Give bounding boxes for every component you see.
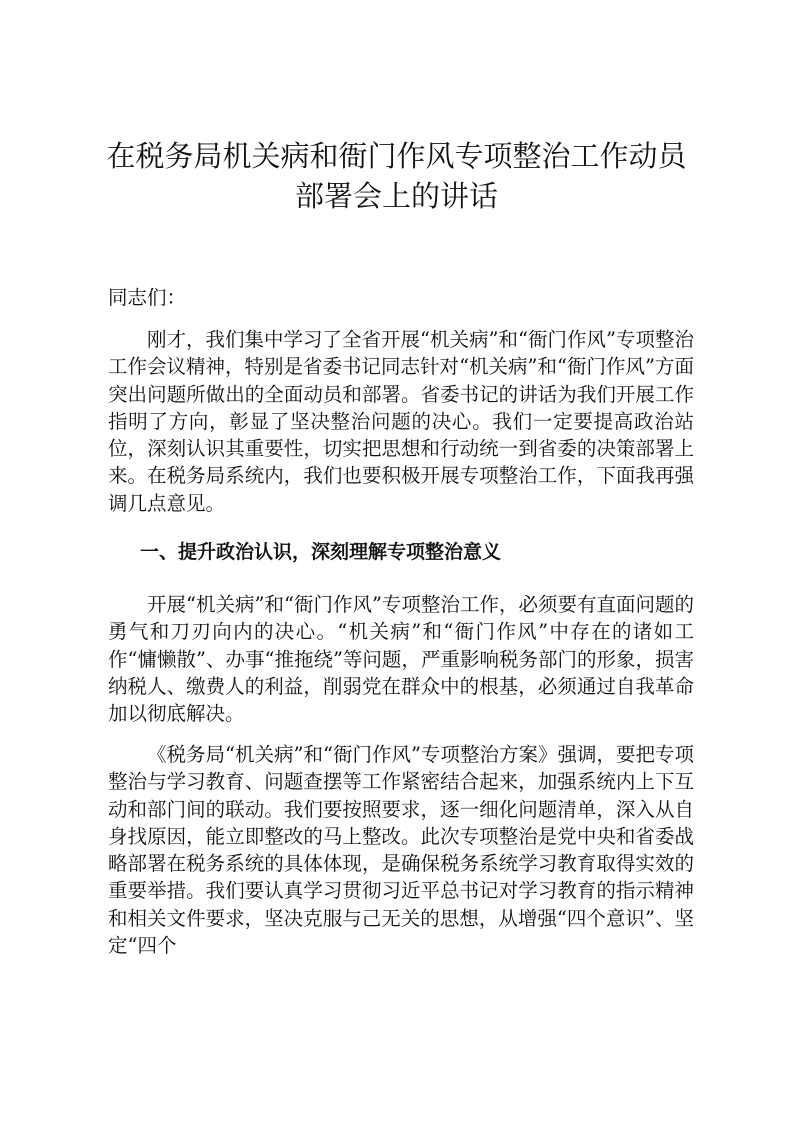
paragraph-2: 开展“机关病”和“衙门作风”专项整治工作，必须要有直面问题的勇气和刀刃向内的决心。“机关病”和“衙门作风”中存在的诸如工作“慵懒散”、办事“推拖绕”等问题，严重影响税务部门的形象，损害纳税人、缴费人的利益，削弱党在群众中的根基，必须通过自我革命加以彻底解决。 — [108, 593, 694, 726]
section-heading-1: 一、提升政治认识，深刻理解专项整治意义 — [140, 541, 502, 563]
salutation: 同志们： — [108, 286, 187, 309]
title-line-2: 部署会上的讲话 — [294, 179, 498, 213]
document-title — [90, 136, 703, 216]
paragraph-1: 刚才，我们集中学习了全省开展“机关病”和“衙门作风”专项整治工作会议精神，特别是省委书记同志针对“机关病”和“衙门作风”方面突出问题所做出的全面动员和部署。省委书记的讲话为我们开展工作指明了方向，彰显了坚决整治问题的决心。我们一定要提高政治站位，深刻认识其重要性，切实把思想和行动统一到省委的决策部署上来。在税务局系统内，我们也要积极开展专项整治工作，下面我再强调几点意见。 — [108, 328, 694, 515]
paragraph-3: 《税务局“机关病”和“衙门作风”专项整治方案》强调，要把专项整治与学习教育、问题查摆等工作紧密结合起来，加强系统内上下互动和部门间的联动。我们要按照要求，逐一细化问题清单，深入从自身找原因，能立即整改的马上整改。此次专项整治是党中央和省委战略部署在税务系统的具体体现，是确保税务系统学习教育取得实效的重要举措。我们要认真学习贯彻习近平总书记对学习教育的指示精神和相关文件要求，坚决克服与己无关的思想，从增强“四个意识”、坚定“四个 — [108, 743, 694, 958]
title-line-1: 在税务局机关病和衙门作风专项整治工作动员 — [106, 139, 687, 173]
